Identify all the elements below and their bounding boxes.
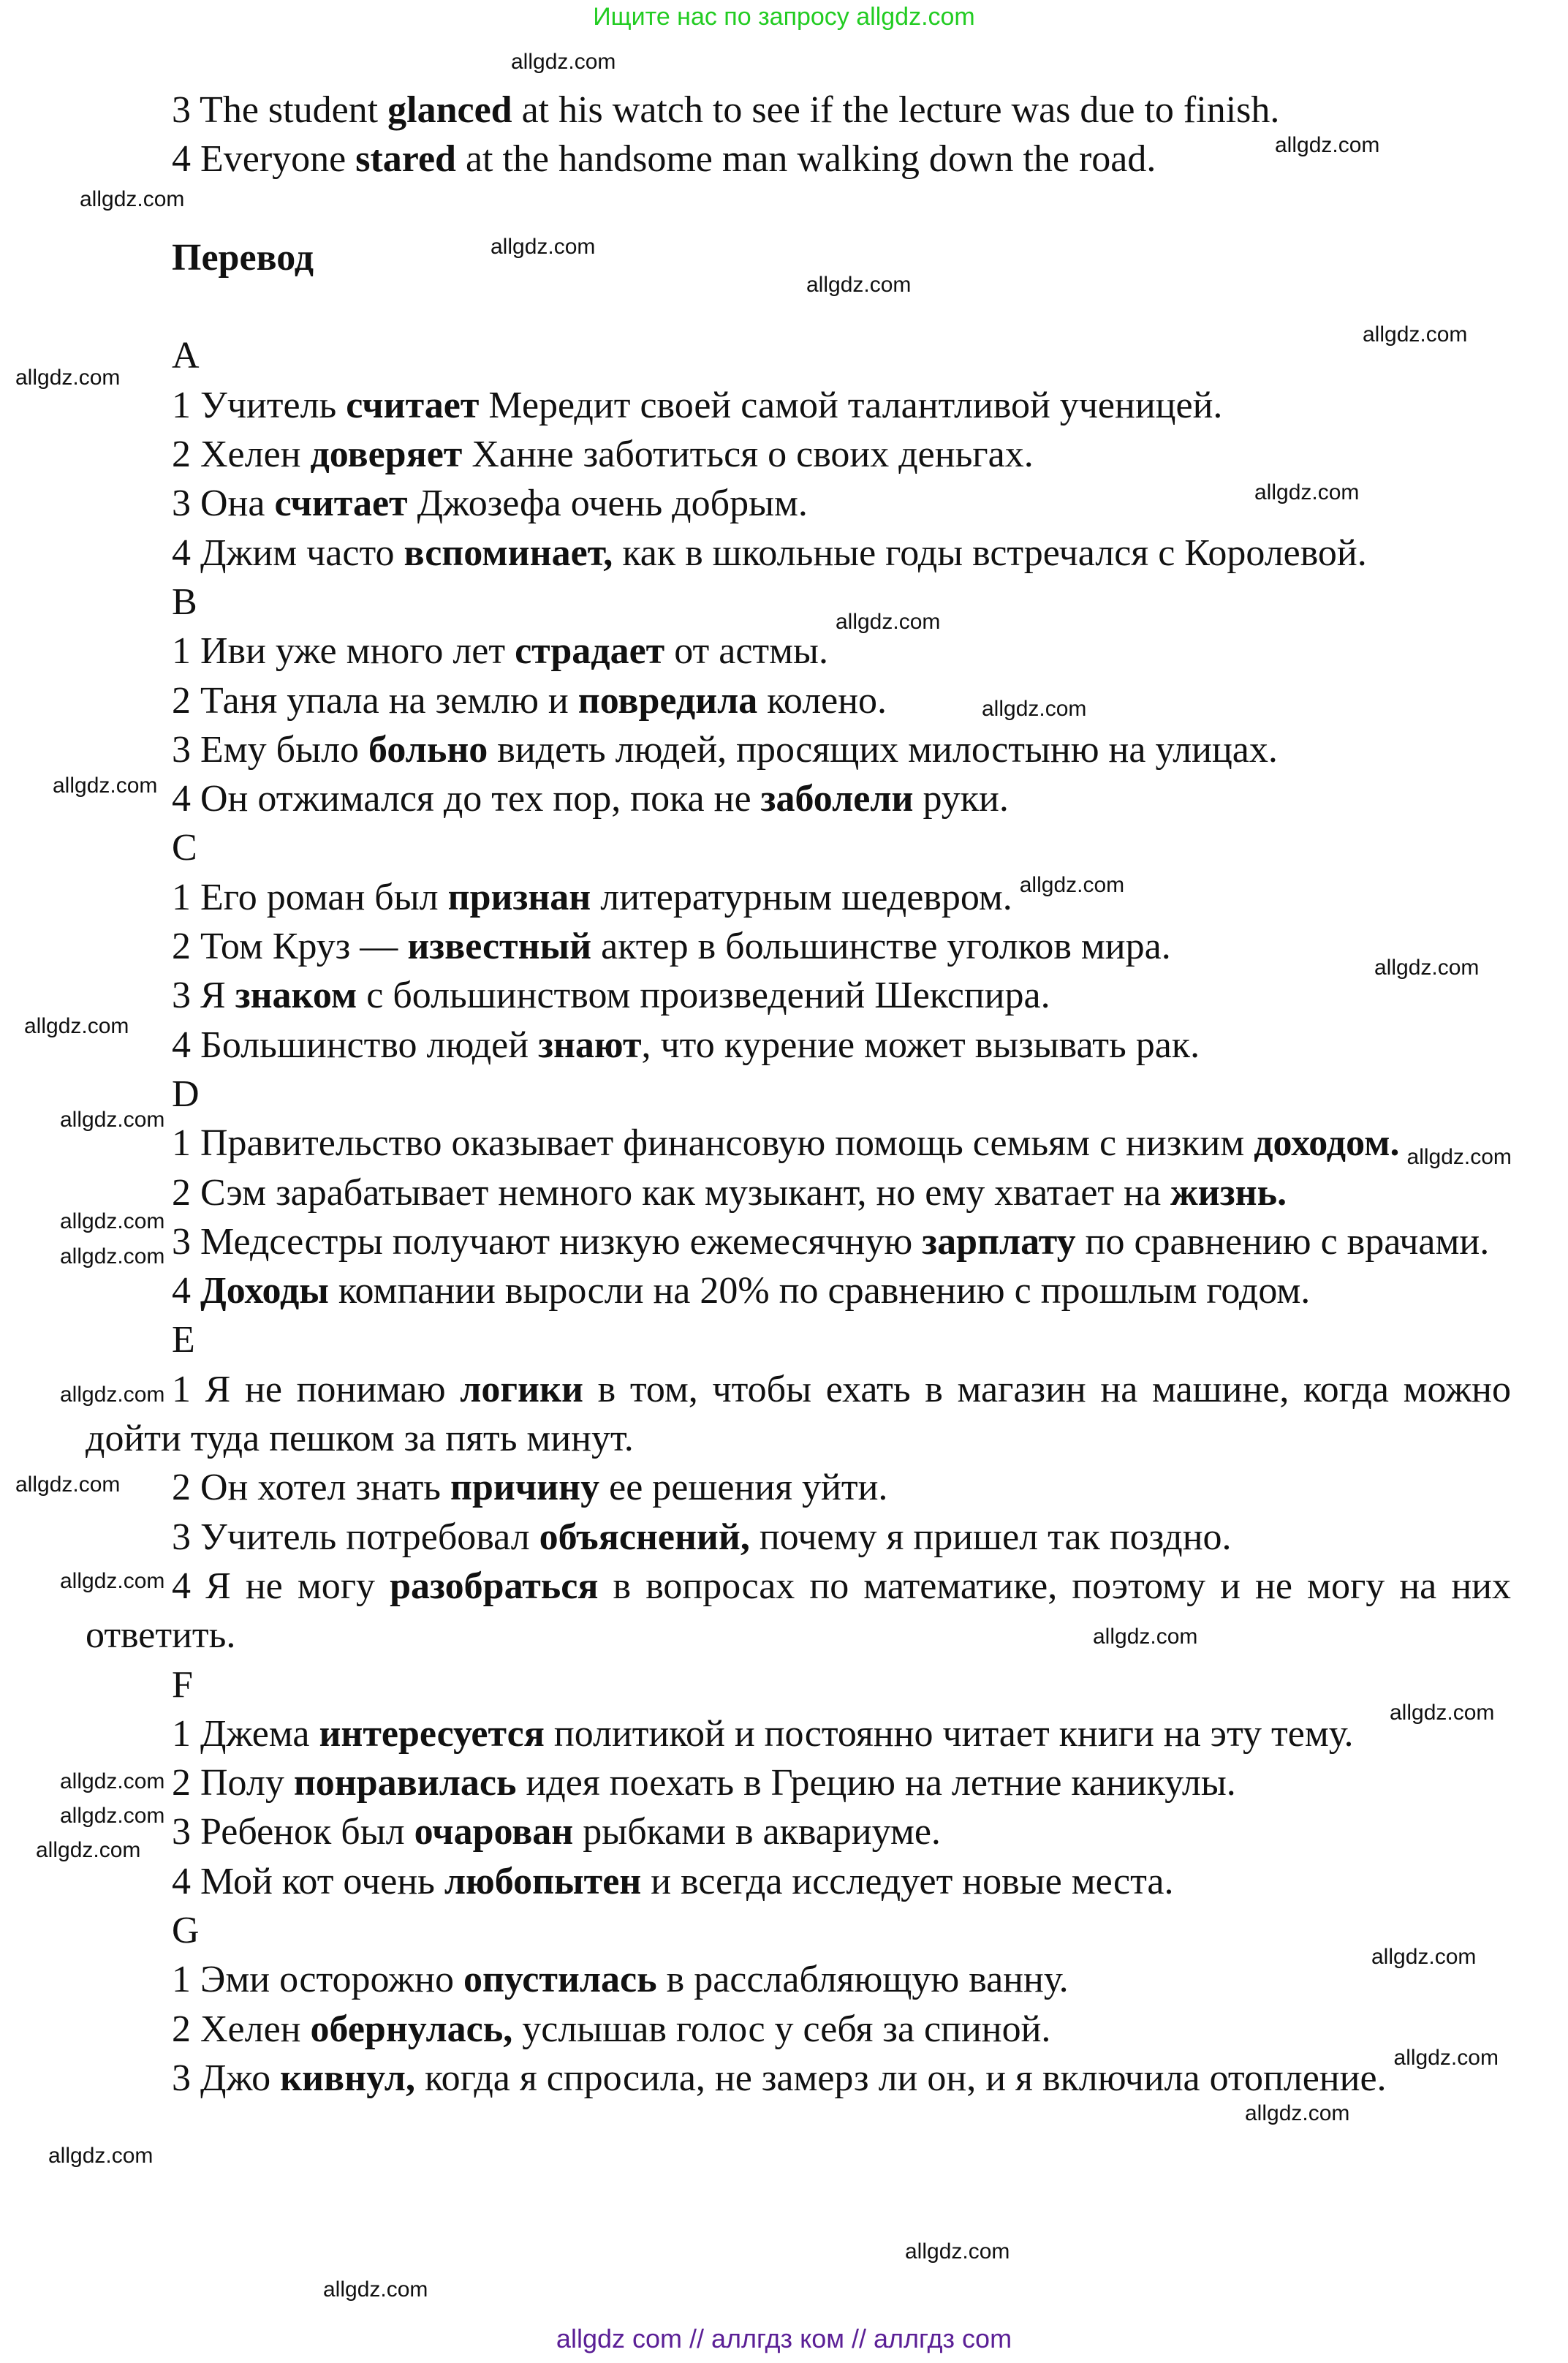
text-run: от астмы. bbox=[664, 630, 828, 673]
text-run: G bbox=[172, 1909, 200, 1951]
paragraph bbox=[86, 1955, 1511, 2004]
watermark-text: allgdz.com bbox=[15, 1472, 121, 1497]
paragraph bbox=[86, 725, 1511, 774]
highlighted-word: страдает bbox=[515, 630, 665, 673]
text-run: 1 Иви уже много лет bbox=[172, 630, 515, 673]
watermark-text: allgdz.com bbox=[24, 1014, 129, 1038]
watermark-text: allgdz.com bbox=[905, 2239, 1010, 2264]
text-run: Ханне заботиться о своих деньгах. bbox=[462, 434, 1034, 476]
paragraph bbox=[86, 1021, 1511, 1070]
highlighted-word: интересуется bbox=[319, 1712, 545, 1755]
text-run: и всегда исследует новые места. bbox=[641, 1860, 1174, 1902]
watermark-text: allgdz.com bbox=[1254, 480, 1360, 504]
watermark-text: allgdz.com bbox=[1019, 873, 1125, 897]
text-run: по сравнению с врачами. bbox=[1075, 1220, 1490, 1263]
paragraph bbox=[86, 1709, 1511, 1758]
paragraph bbox=[86, 1562, 1511, 1660]
watermark-text: allgdz.com bbox=[80, 187, 185, 211]
paragraph bbox=[86, 1168, 1511, 1217]
paragraph bbox=[86, 578, 1511, 627]
watermark-text: allgdz.com bbox=[60, 1108, 165, 1132]
watermark-text: allgdz.com bbox=[323, 2277, 428, 2302]
highlighted-word: логики bbox=[460, 1368, 583, 1410]
text-run: , что курение может вызывать рак. bbox=[641, 1024, 1200, 1066]
text-run: рыбками в аквариуме. bbox=[573, 1811, 941, 1853]
text-run: 2 Хелен bbox=[172, 434, 311, 476]
highlighted-word: признан bbox=[447, 876, 591, 918]
section-heading bbox=[86, 233, 1511, 282]
search-banner: Ищите нас по запросу allgdz.com bbox=[593, 3, 975, 31]
paragraph bbox=[86, 381, 1511, 430]
text-run: когда я спросила, не замерз ли он, и я включила отопление. bbox=[414, 2057, 1387, 2099]
text-run: компании выросли на 20% по сравнению с прошлым годом. bbox=[328, 1270, 1311, 1312]
text-run: 3 The student bbox=[172, 89, 388, 131]
watermark-text: allgdz.com bbox=[60, 1569, 165, 1593]
highlighted-word: stared bbox=[355, 138, 456, 181]
text-run: 2 Хелен bbox=[172, 2008, 311, 2050]
paragraph bbox=[86, 823, 1511, 872]
text-run: идея поехать в Грецию на летние каникулы. bbox=[516, 1762, 1236, 1804]
footer-banner: allgdz com // аллгдз ком // аллгдз com bbox=[556, 2324, 1012, 2353]
highlighted-word: опустилась bbox=[463, 1959, 657, 2001]
watermark-text: allgdz.com bbox=[982, 697, 1087, 721]
watermark-text: allgdz.com bbox=[1374, 956, 1480, 980]
highlighted-word: кивнул, bbox=[280, 2057, 415, 2099]
paragraph bbox=[86, 2005, 1511, 2054]
highlighted-word: понравилась bbox=[293, 1762, 517, 1804]
highlighted-word: повредила bbox=[577, 679, 758, 722]
text-run: 1 Джема bbox=[172, 1712, 319, 1755]
watermark-text: allgdz.com bbox=[15, 366, 121, 390]
highlighted-word: доходом. bbox=[1254, 1122, 1400, 1165]
text-run: руки. bbox=[913, 778, 1009, 820]
highlighted-word: вспоминает, bbox=[404, 532, 613, 574]
watermark-text: allgdz.com bbox=[1390, 1701, 1495, 1725]
paragraph bbox=[86, 774, 1511, 823]
watermark-text: allgdz.com bbox=[60, 1769, 165, 1793]
paragraph bbox=[86, 1315, 1511, 1364]
paragraph bbox=[86, 430, 1511, 479]
paragraph bbox=[86, 331, 1511, 380]
highlighted-word: известный bbox=[407, 926, 592, 968]
text-run: 1 Эми осторожно bbox=[172, 1959, 463, 2001]
watermark-text: allgdz.com bbox=[1406, 1145, 1512, 1169]
text-run: актер в большинстве уголков мира. bbox=[591, 926, 1171, 968]
watermark-text: allgdz.com bbox=[491, 235, 596, 259]
text-run: C bbox=[172, 827, 197, 869]
document-body bbox=[86, 86, 1511, 2103]
watermark-text: allgdz.com bbox=[511, 50, 616, 74]
paragraph bbox=[86, 873, 1511, 922]
watermark-text: allgdz.com bbox=[60, 1383, 165, 1407]
watermark-text: allgdz.com bbox=[36, 1838, 141, 1862]
paragraph bbox=[86, 1660, 1511, 1709]
text-run: B bbox=[172, 581, 197, 623]
watermark-text: allgdz.com bbox=[1371, 1945, 1477, 1969]
text-run: Мередит своей самой талантливой ученицей. bbox=[479, 384, 1223, 426]
text-run: 4 Он отжимался до тех пор, пока не bbox=[172, 778, 761, 820]
paragraph bbox=[86, 1365, 1511, 1464]
watermark-text: allgdz.com bbox=[1245, 2101, 1350, 2125]
highlighted-word: любопытен bbox=[444, 1860, 642, 1902]
highlighted-word: Перевод bbox=[172, 236, 314, 279]
highlighted-word: считает bbox=[346, 384, 480, 426]
paragraph bbox=[86, 627, 1511, 676]
paragraph bbox=[86, 1463, 1511, 1512]
text-run: at the handsome man walking down the road. bbox=[455, 138, 1156, 181]
text-run: 3 Она bbox=[172, 483, 275, 525]
paragraph bbox=[86, 1513, 1511, 1562]
text-run: политикой и постоянно читает книги на эту тему. bbox=[544, 1712, 1354, 1755]
watermark-text: allgdz.com bbox=[48, 2144, 154, 2168]
highlighted-word: больно bbox=[368, 728, 488, 771]
paragraph bbox=[86, 1857, 1511, 1906]
text-run: литературным шедевром. bbox=[591, 876, 1012, 918]
watermark-text: allgdz.com bbox=[1275, 133, 1380, 157]
text-run: в расслабляющую ванну. bbox=[656, 1959, 1069, 2001]
paragraph bbox=[86, 2054, 1511, 2103]
paragraph bbox=[86, 922, 1511, 971]
watermark-text: allgdz.com bbox=[60, 1244, 165, 1269]
paragraph bbox=[86, 1217, 1511, 1266]
text-run: 1 Его роман был bbox=[172, 876, 448, 918]
text-run: 4 Джим часто bbox=[172, 532, 404, 574]
text-run: колено. bbox=[757, 679, 887, 722]
blank-line bbox=[86, 282, 1511, 331]
paragraph bbox=[86, 1906, 1511, 1955]
highlighted-word: Доходы bbox=[200, 1270, 329, 1312]
text-run: в вопросах по математике, поэтому и не могу на них ответить. bbox=[86, 1565, 1511, 1657]
highlighted-word: доверяет bbox=[310, 434, 463, 476]
text-run: 3 Ребенок был bbox=[172, 1811, 414, 1853]
highlighted-word: заболели bbox=[760, 778, 914, 820]
paragraph bbox=[86, 1119, 1511, 1168]
blank-line bbox=[86, 184, 1511, 233]
text-run: 3 Джо bbox=[172, 2057, 281, 2099]
text-run: 3 Медсестры получают низкую ежемесячную bbox=[172, 1220, 923, 1263]
text-run: 2 Таня упала на землю и bbox=[172, 679, 578, 722]
text-run: видеть людей, просящих милостыню на улицах. bbox=[488, 728, 1278, 771]
text-run: 1 Правительство оказывает финансовую помощь семьям с низким bbox=[172, 1122, 1254, 1165]
text-run: 4 Большинство людей bbox=[172, 1024, 539, 1066]
text-run: 4 Я не могу bbox=[172, 1565, 390, 1607]
text-run: как в школьные годы встречался с Королевой. bbox=[613, 532, 1367, 574]
highlighted-word: объяснений, bbox=[539, 1516, 750, 1558]
watermark-text: allgdz.com bbox=[1093, 1625, 1198, 1649]
watermark-text: allgdz.com bbox=[60, 1209, 165, 1233]
text-run: 2 Сэм зарабатывает немного как музыкант, но ему хватает на bbox=[172, 1171, 1171, 1214]
paragraph bbox=[86, 1758, 1511, 1807]
text-run: 4 Мой кот очень bbox=[172, 1860, 444, 1902]
watermark-text: allgdz.com bbox=[835, 610, 941, 634]
highlighted-word: причину bbox=[450, 1467, 600, 1509]
paragraph bbox=[86, 1807, 1511, 1856]
text-run: A bbox=[172, 335, 200, 377]
text-run: D bbox=[172, 1073, 200, 1115]
text-run: ее решения уйти. bbox=[599, 1467, 888, 1509]
text-run: 2 Полу bbox=[172, 1762, 294, 1804]
text-run: 4 Everyone bbox=[172, 138, 356, 181]
highlighted-word: жизнь. bbox=[1170, 1171, 1287, 1214]
highlighted-word: очарован bbox=[414, 1811, 574, 1853]
text-run: E bbox=[172, 1319, 195, 1361]
highlighted-word: glanced bbox=[387, 89, 512, 131]
text-run: почему я пришел так поздно. bbox=[749, 1516, 1232, 1558]
text-run: 3 Я bbox=[172, 975, 235, 1017]
text-run: F bbox=[172, 1663, 193, 1706]
text-run: услышав голос у себя за спиной. bbox=[512, 2008, 1051, 2050]
watermark-text: allgdz.com bbox=[806, 273, 912, 297]
text-run: 1 Я не понимаю bbox=[172, 1368, 461, 1410]
watermark-text: allgdz.com bbox=[53, 774, 158, 798]
highlighted-word: зарплату bbox=[922, 1220, 1076, 1263]
text-run: 3 Учитель потребовал bbox=[172, 1516, 539, 1558]
highlighted-word: знаком bbox=[235, 975, 357, 1017]
watermark-text: allgdz.com bbox=[1393, 2046, 1499, 2070]
text-run: в том, чтобы ехать в магазин на машине, когда можно дойти туда пешком за пять минут. bbox=[86, 1368, 1511, 1460]
highlighted-word: разобраться bbox=[390, 1565, 599, 1607]
text-run: 2 Том Круз — bbox=[172, 926, 408, 968]
highlighted-word: знают bbox=[538, 1024, 642, 1066]
text-run: 2 Он хотел знать bbox=[172, 1467, 451, 1509]
paragraph bbox=[86, 86, 1511, 135]
highlighted-word: обернулась, bbox=[310, 2008, 513, 2050]
paragraph bbox=[86, 1070, 1511, 1119]
paragraph bbox=[86, 676, 1511, 725]
paragraph bbox=[86, 1266, 1511, 1315]
paragraph bbox=[86, 529, 1511, 578]
text-run: 4 bbox=[172, 1270, 200, 1312]
text-run: at his watch to see if the lecture was due to finish. bbox=[512, 89, 1280, 131]
text-run: с большинством произведений Шекспира. bbox=[357, 975, 1050, 1017]
text-run: 1 Учитель bbox=[172, 384, 346, 426]
paragraph bbox=[86, 971, 1511, 1020]
watermark-text: allgdz.com bbox=[60, 1804, 165, 1828]
text-run: Джозефа очень добрым. bbox=[407, 483, 808, 525]
text-run: 3 Ему было bbox=[172, 728, 369, 771]
watermark-text: allgdz.com bbox=[1363, 322, 1468, 347]
highlighted-word: считает bbox=[274, 483, 408, 525]
